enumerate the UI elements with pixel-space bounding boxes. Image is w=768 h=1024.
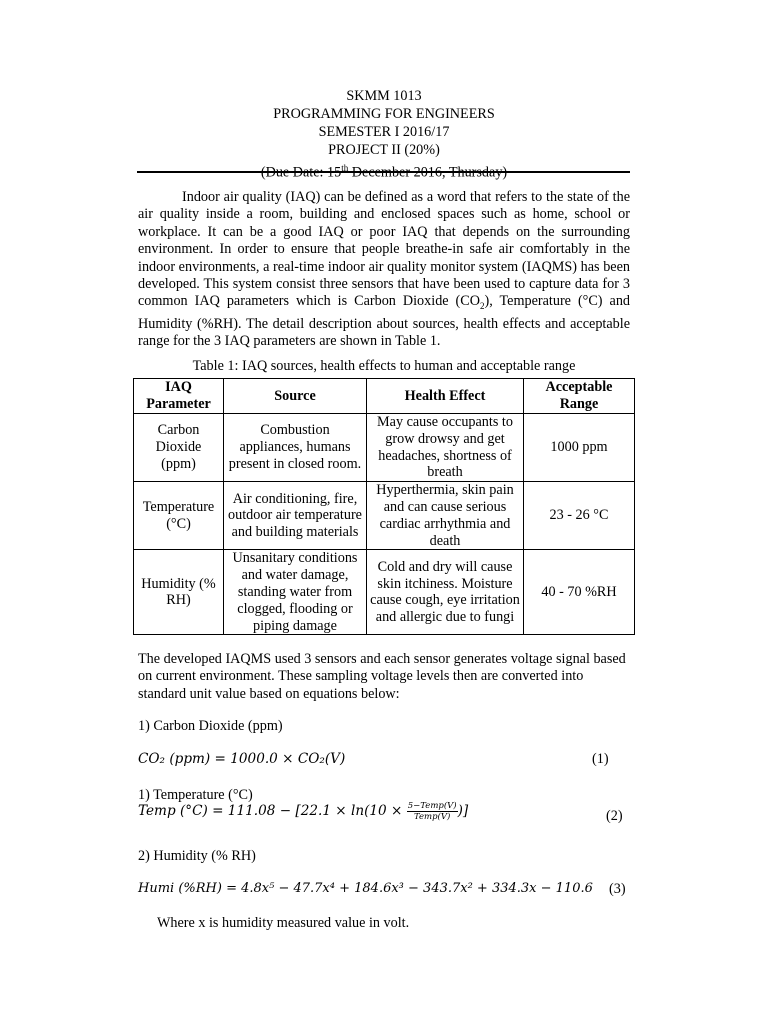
equation-fraction: $\frac{\text{5−Temp(V)}}{\text{Temp(V)}}$ xyxy=(407,801,457,822)
cell-parameter: Carbon Dioxide (ppm) xyxy=(134,414,224,482)
body-paragraph: The developed IAQMS used 3 sensors and each sensor generates voltage signal based on current environment. These sampling voltage levels then are converted into standard unit value based on equations below: xyxy=(138,651,626,702)
table-header-row xyxy=(134,379,635,414)
equation-temperature: Temp (°C) = 111.08 − [22.1 × ln(10 × $\frac{\text{5−Temp(V)}}{\text{Temp(V)}}$ )] xyxy=(138,801,469,822)
table-caption: Table 1: IAQ sources, health effects to human and acceptable range xyxy=(192,358,576,374)
header-source: Source xyxy=(224,379,367,414)
cell-range: 40 - 70 %RH xyxy=(524,550,635,635)
header-parameter: IAQ Parameter xyxy=(134,379,224,414)
table-row xyxy=(134,482,635,550)
table-row xyxy=(134,414,635,482)
due-date: (Due Date: 15th December 2016, Thursday) xyxy=(260,163,508,181)
cell-range: 23 - 26 °C xyxy=(524,482,635,550)
table-row xyxy=(134,550,635,635)
intro-paragraph: Indoor air quality (IAQ) can be defined as a word that refers to the state of the air quality inside a room, building and enclosed spaces such as home, school or workplace. It can be a good IAQ or poor IAQ that depends on the surrounding environment. In order to ensure that people breathe-in safe air comfortably in the indoor environments, a real-time indoor air quality monitor system (IAQMS) has been developed. This system consist three sensors that have been used to capture data for 3 common IAQ parameters which is Carbon Dioxide $(CO_2)$, Temperature (°C) and Humidity (%RH). The detail description about sources, health effects and acceptable range for the 3 IAQ parameters are shown in Table 1. xyxy=(138,189,631,350)
cell-health-effect: Hyperthermia, skin pain and can cause serious cardiac arrhythmia and death xyxy=(367,482,524,550)
header-acceptable-range: Acceptable Range xyxy=(524,379,635,414)
equation-number-1: (1) xyxy=(592,751,609,767)
humidity-heading: 2) Humidity (% RH) xyxy=(138,848,256,864)
course-code: SKMM 1013 xyxy=(346,88,422,104)
cell-source: Combustion appliances, humans present in closed room. xyxy=(224,414,367,482)
cell-parameter: Temperature (°C) xyxy=(134,482,224,550)
cell-range: 1000 ppm xyxy=(524,414,635,482)
equation-number-2: (2) xyxy=(606,808,623,824)
cell-source: Unsanitary conditions and water damage, standing water from clogged, flooding or piping damage xyxy=(224,550,367,635)
equation-co2: CO₂ (ppm) = 1000.0 × CO₂(V) xyxy=(138,751,346,767)
co2-heading: 1) Carbon Dioxide (ppm) xyxy=(138,718,283,734)
iaq-table xyxy=(133,378,635,635)
temperature-heading: 1) Temperature (°C) xyxy=(138,787,253,803)
humidity-note: Where x is humidity measured value in volt. xyxy=(157,915,410,931)
document-header xyxy=(0,87,768,182)
course-title: PROGRAMMING FOR ENGINEERS xyxy=(273,106,495,122)
cell-parameter: Humidity (% RH) xyxy=(134,550,224,635)
equation-number-3: (3) xyxy=(609,881,626,897)
cell-health-effect: May cause occupants to grow drowsy and get headaches, shortness of breath xyxy=(367,414,524,482)
header-divider xyxy=(137,171,630,173)
semester: SEMESTER I 2016/17 xyxy=(318,124,450,140)
cell-source: Air conditioning, fire, outdoor air temperature and building materials xyxy=(224,482,367,550)
project-title: PROJECT II (20%) xyxy=(328,142,440,158)
cell-health-effect: Cold and dry will cause skin itchiness. Moisture cause cough, eye irritation and allergic due to fungi xyxy=(367,550,524,635)
header-health-effect: Health Effect xyxy=(367,379,524,414)
equation-humidity: Humi (%RH) = 4.8x⁵ − 47.7x⁴ + 184.6x³ − 343.7x² + 334.3x − 110.6 xyxy=(138,881,593,896)
